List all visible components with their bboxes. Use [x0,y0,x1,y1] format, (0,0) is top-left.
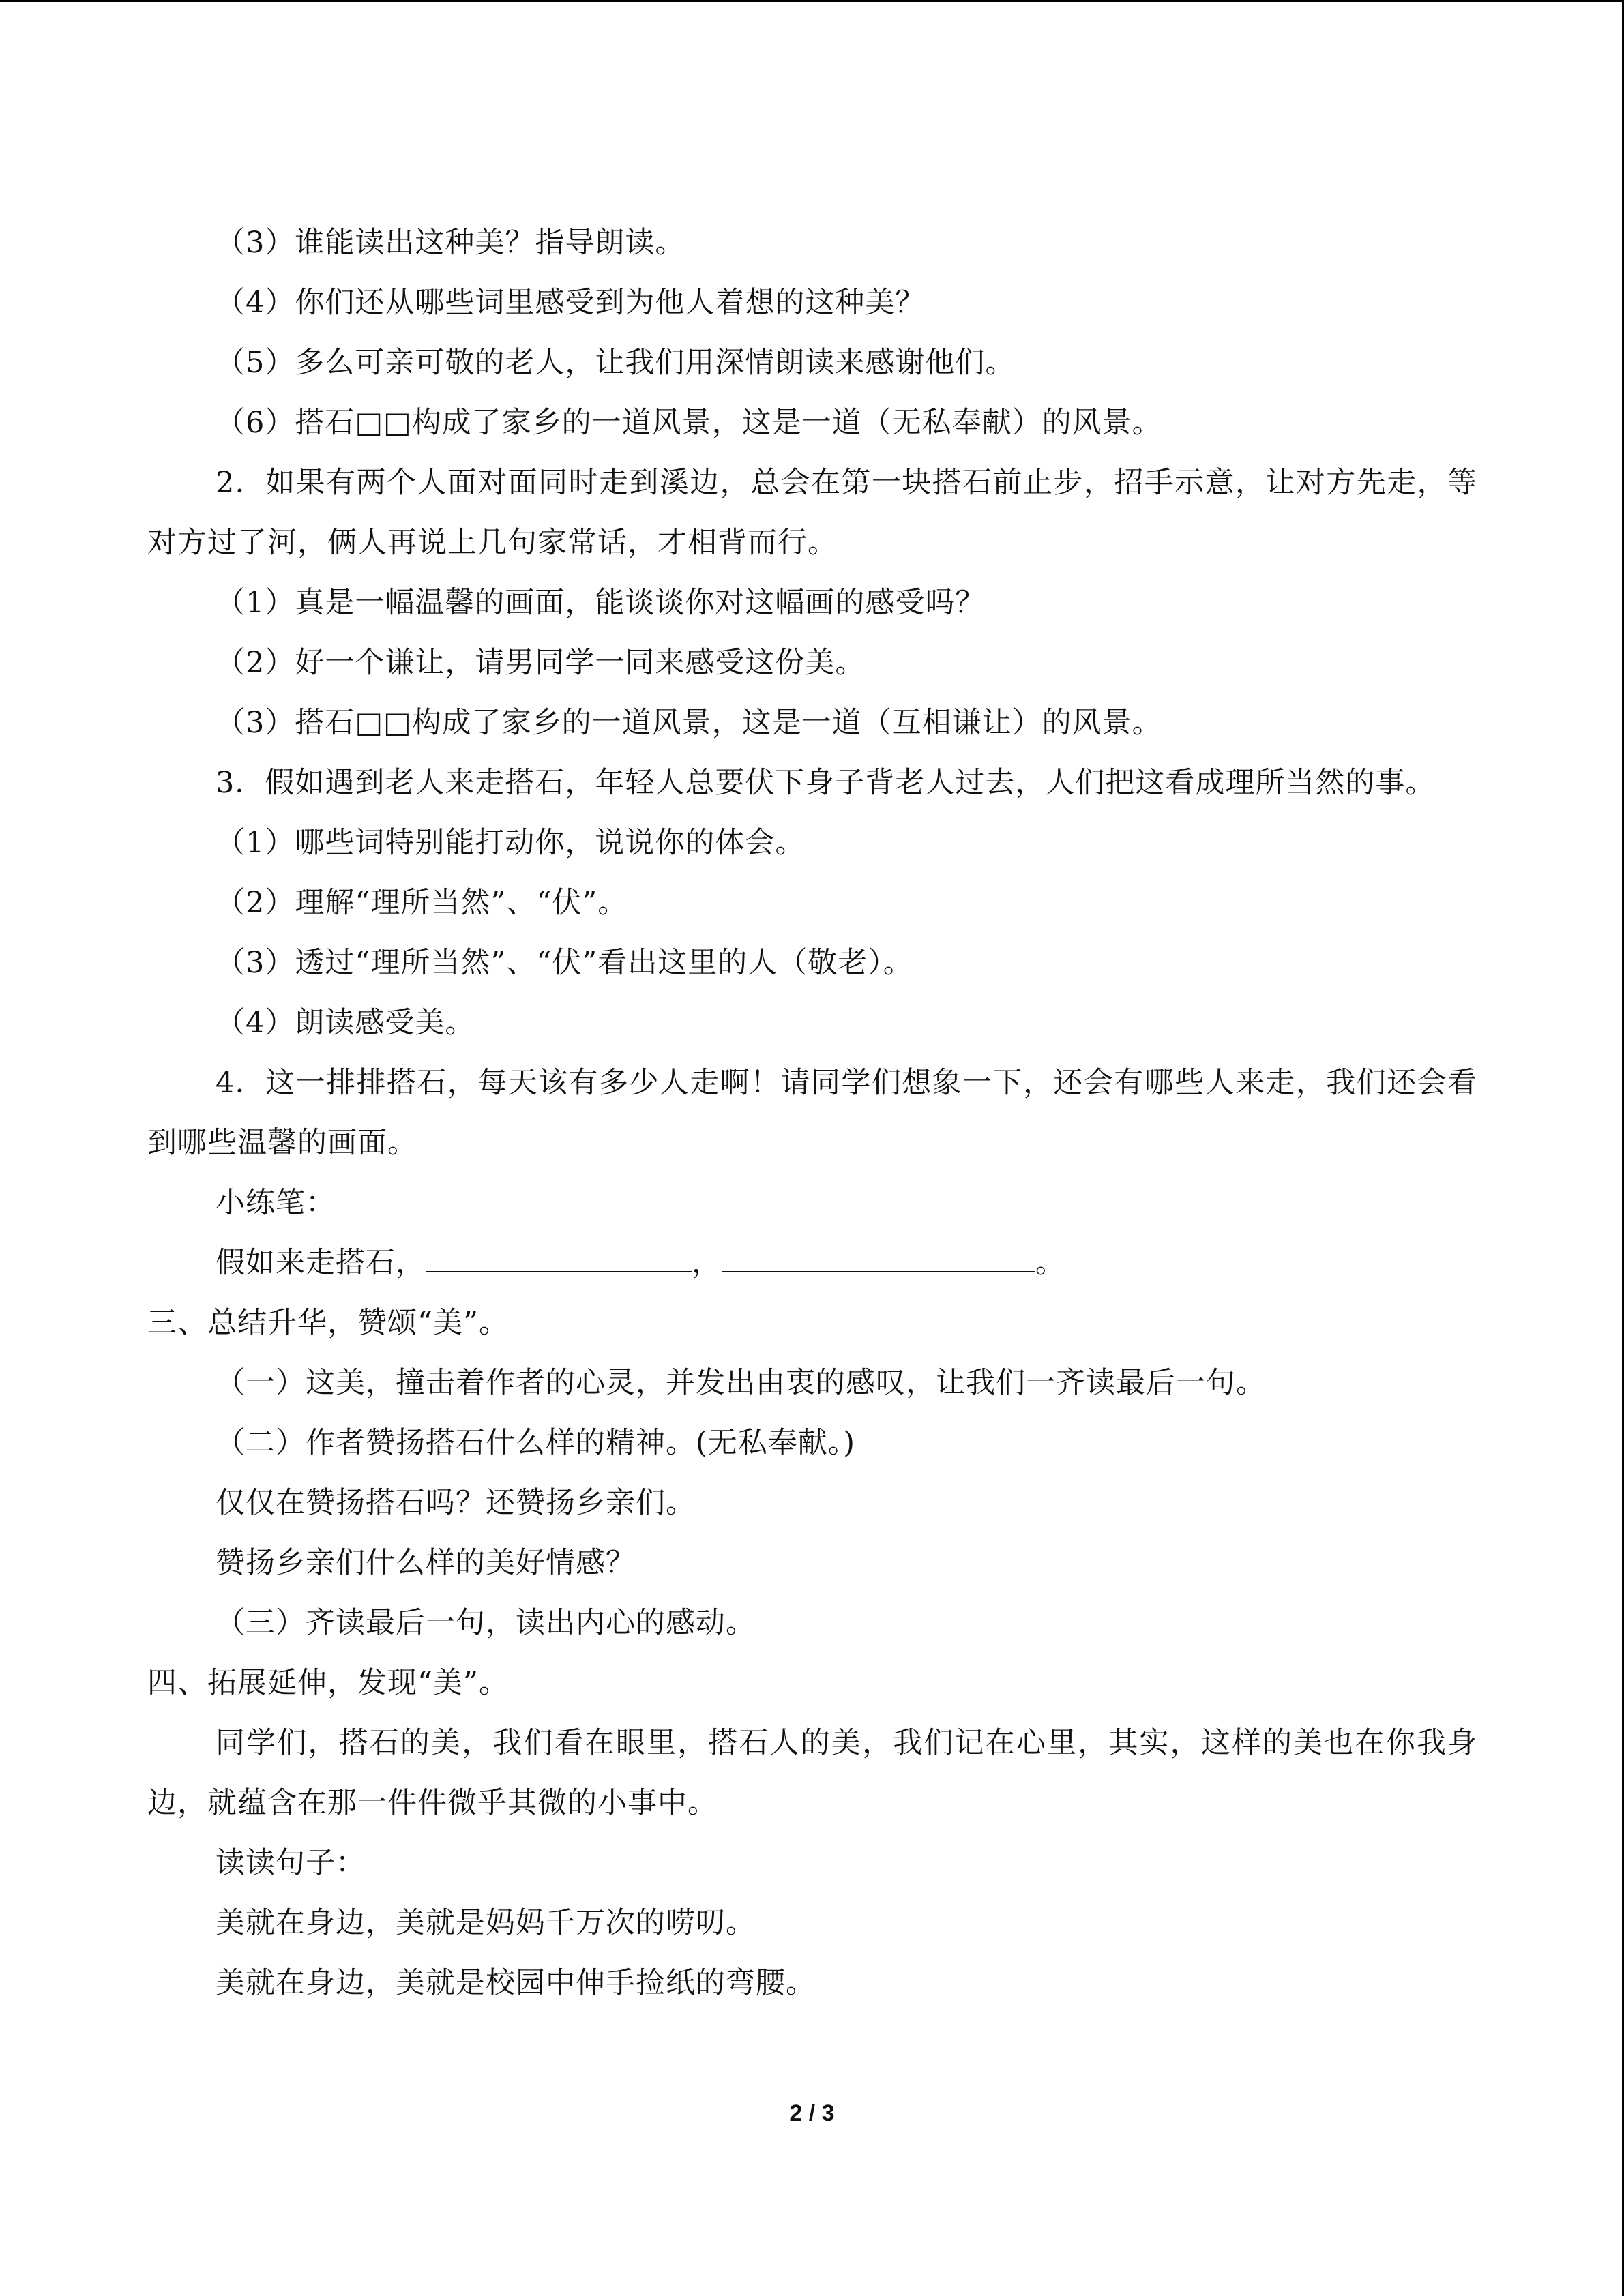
text-line: （3）透过“理所当然”、“伏”看出这里的人（敬老）。 [216,946,913,980]
text-line: （6）搭石□□构成了家乡的一道风景，这是一道（无私奉献）的风景。 [216,406,1162,440]
text-line: （三）齐读最后一句，读出内心的感动。 [216,1606,756,1640]
text-line: （4）朗读感受美。 [216,1006,475,1040]
text-line: 小练笔： [216,1186,336,1220]
paragraph: 3．假如遇到老人来走搭石，年轻人总要伏下身子背老人过去，人们把这看成理所当然的事。 [216,766,1436,800]
text-line: 美就在身边，美就是校园中伸手捡纸的弯腰。 [216,1966,816,2000]
text-line: （2）理解“理所当然”、“伏”。 [216,886,628,920]
text-line: 赞扬乡亲们什么样的美好情感？ [216,1546,636,1580]
text-line: （3）搭石□□构成了家乡的一道风景，这是一道（互相谦让）的风景。 [216,706,1162,740]
text-line: （二）作者赞扬搭石什么样的精神。(无私奉献。) [216,1426,856,1460]
paragraph: 2．如果有两个人面对面同时走到溪边，总会在第一块搭石前止步，招手示意，让对方先走，等对方过了河，俩人再说上几句家常话，才相背而行。 [147,466,1477,560]
section-heading: 四、拓展延伸，发现“美”。 [147,1666,509,1700]
text-line: （4）你们还从哪些词里感受到为他人着想的这种美？ [216,286,926,320]
writing-exercise-line [147,1233,1477,1293]
text-line: （一）这美，撞击着作者的心灵，并发出由衷的感叹，让我们一齐读最后一句。 [216,1366,1266,1400]
text-line: （3）谁能读出这种美？指导朗读。 [216,226,685,260]
exercise-period: 。 [1035,1246,1065,1280]
text-line: 读读句子： [216,1846,366,1880]
paragraph: 同学们，搭石的美，我们看在眼里，搭石人的美，我们记在心里，其实，这样的美也在你我身边，就蕴含在那一件件微乎其微的小事中。 [147,1726,1477,1820]
section-heading: 三、总结升华，赞颂“美”。 [147,1306,509,1340]
text-line: （2）好一个谦让，请男同学一同来感受这份美。 [216,646,866,680]
page-number: 2 / 3 [789,2100,835,2126]
fill-blank[interactable] [426,1241,692,1272]
text-line: （1）真是一幅温馨的画面，能谈谈你对这幅画的感受吗？ [216,586,986,620]
exercise-comma: ， [692,1246,722,1280]
text-line: （1）哪些词特别能打动你，说说你的体会。 [216,826,806,860]
text-line: 仅仅在赞扬搭石吗？还赞扬乡亲们。 [216,1486,696,1520]
text-line: 美就在身边，美就是妈妈千万次的唠叨。 [216,1906,756,1940]
paragraph: 4．这一排排搭石，每天该有多少人走啊！请同学们想象一下，还会有哪些人来走，我们还会看到哪些温馨的画面。 [147,1066,1477,1160]
fill-blank[interactable] [722,1241,1035,1272]
document-body [147,213,1477,2013]
exercise-prefix: 假如来走搭石， [216,1246,426,1280]
text-line: （5）多么可亲可敬的老人，让我们用深情朗读来感谢他们。 [216,346,1016,380]
